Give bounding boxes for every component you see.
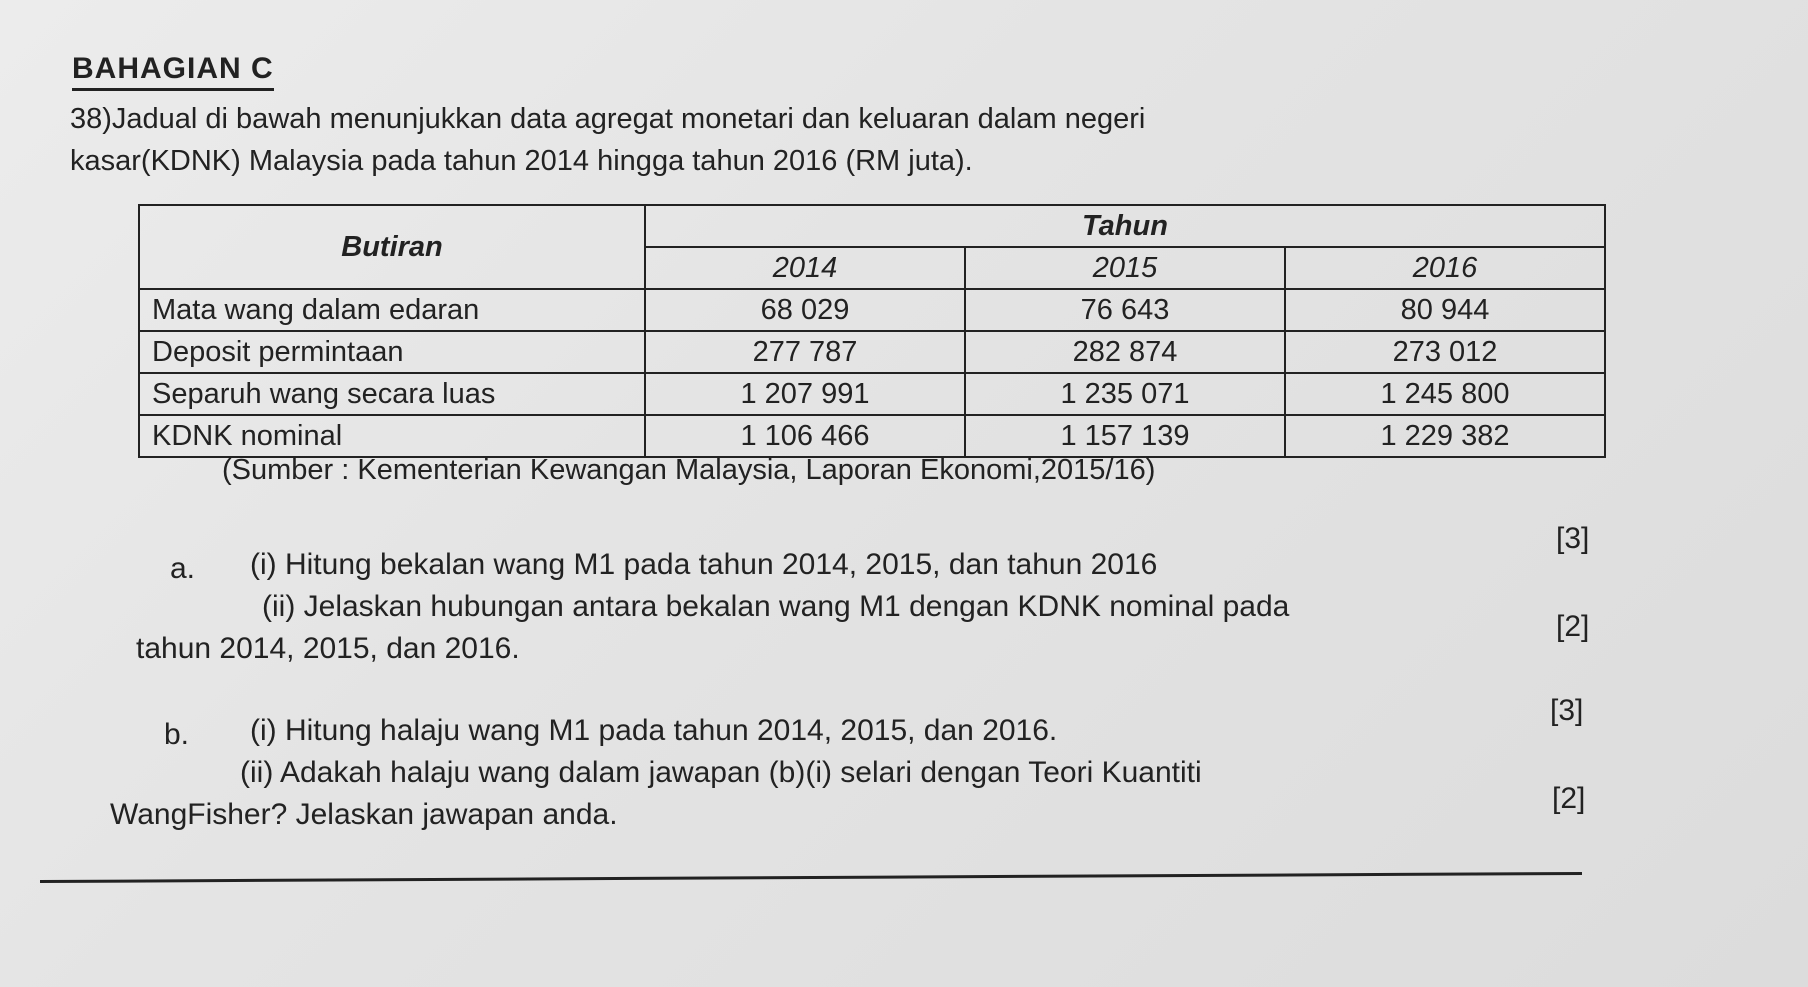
cell-value: 68 029 — [645, 289, 965, 331]
cell-value: 80 944 — [1285, 289, 1605, 331]
cell-value: 1 245 800 — [1285, 373, 1605, 415]
row-label: Mata wang dalam edaran — [139, 289, 645, 331]
divider-line — [40, 872, 1582, 883]
row-label: Separuh wang secara luas — [139, 373, 645, 415]
table-row — [139, 373, 1605, 415]
question-intro — [70, 98, 1490, 182]
question-b-ii-marks: [2] — [1552, 782, 1586, 815]
cell-value: 282 874 — [965, 331, 1285, 373]
question-a-ii-marks: [2] — [1556, 610, 1590, 643]
cell-value: 273 012 — [1285, 331, 1605, 373]
header-year: 2016 — [1285, 247, 1605, 289]
section-title: BAHAGIAN C — [72, 52, 274, 91]
cell-value: 76 643 — [965, 289, 1285, 331]
question-b-ii-line-1: (ii) Adakah halaju wang dalam jawapan (b)(i) selari dengan Teori Kuantiti — [240, 756, 1202, 789]
cell-value: 1 207 991 — [645, 373, 965, 415]
header-year: 2015 — [965, 247, 1285, 289]
question-a-label: a. — [170, 552, 196, 585]
cell-value: 1 106 466 — [645, 415, 965, 457]
row-label: KDNK nominal — [139, 415, 645, 457]
question-b-i: (i) Hitung halaju wang M1 pada tahun 2014, 2015, dan 2016. — [250, 714, 1058, 747]
question-b-label: b. — [164, 718, 190, 751]
header-tahun: Tahun — [645, 205, 1605, 247]
question-a-i-marks: [3] — [1556, 522, 1590, 555]
row-label: Deposit permintaan — [139, 331, 645, 373]
intro-line-2: kasar(KDNK) Malaysia pada tahun 2014 hingga tahun 2016 (RM juta). — [70, 145, 973, 177]
cell-value: 1 157 139 — [965, 415, 1285, 457]
question-b-i-marks: [3] — [1550, 694, 1584, 727]
intro-line-1: 38)Jadual di bawah menunjukkan data agregat monetari dan keluaran dalam negeri — [70, 103, 1146, 135]
header-year: 2014 — [645, 247, 965, 289]
table-row — [139, 415, 1605, 457]
question-a-ii-line-1: (ii) Jelaskan hubungan antara bekalan wang M1 dengan KDNK nominal pada — [262, 590, 1290, 623]
table-source: (Sumber : Kementerian Kewangan Malaysia, Laporan Ekonomi,2015/16) — [222, 454, 1156, 486]
cell-value: 1 235 071 — [965, 373, 1285, 415]
header-butiran: Butiran — [139, 205, 645, 289]
table-header-row — [139, 205, 1605, 247]
table-row — [139, 331, 1605, 373]
question-a-ii-line-2: tahun 2014, 2015, dan 2016. — [136, 632, 520, 665]
monetary-data-table — [138, 204, 1606, 458]
question-a-i: (i) Hitung bekalan wang M1 pada tahun 2014, 2015, dan tahun 2016 — [250, 548, 1158, 581]
cell-value: 277 787 — [645, 331, 965, 373]
question-b-ii-line-2: WangFisher? Jelaskan jawapan anda. — [110, 798, 618, 831]
cell-value: 1 229 382 — [1285, 415, 1605, 457]
table-row — [139, 289, 1605, 331]
